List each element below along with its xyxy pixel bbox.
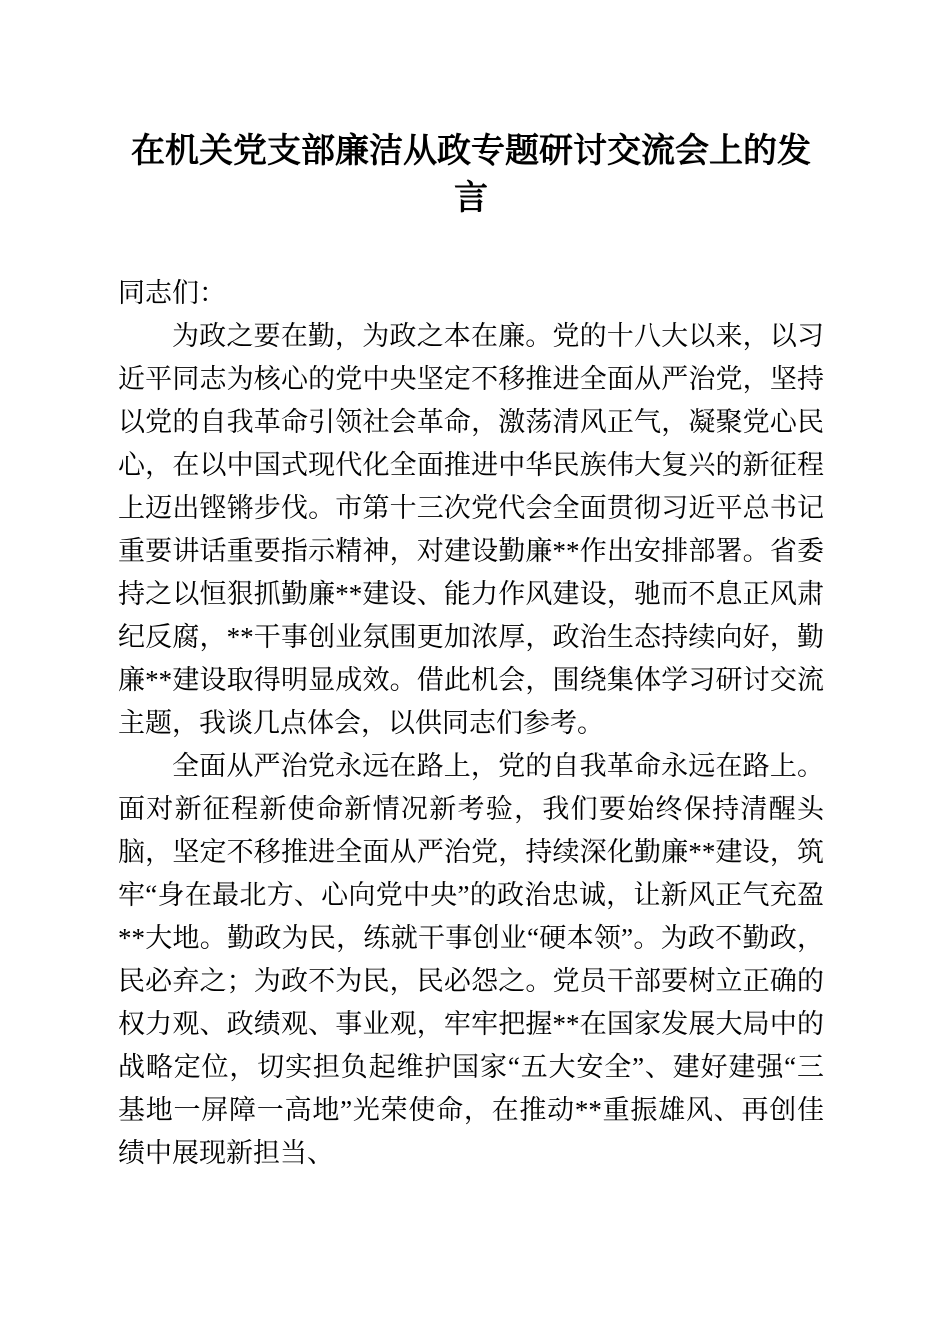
paragraph-1: 为政之要在勤，为政之本在廉。党的十八大以来，以习近平同志为核心的党中央坚定不移推进全面从严治党，坚持以党的自我革命引领社会革命，激荡清风正气，凝聚党心民心，在以中国式现代化全面推进中华民族伟大复兴的新征程上迈出铿锵步伐。市第十三次党代会全面贯彻习近平总书记重要讲话重要指示精神，对建设勤廉**作出安排部署。省委持之以恒狠抓勤廉**建设、能力作风建设，驰而不息正风肃纪反腐，**干事创业氛围更加浓厚，政治生态持续向好，勤廉**建设取得明显成效。借此机会，围绕集体学习研讨交流主题，我谈几点体会，以供同志们参考。 (118, 321, 824, 738)
salutation-line: 同志们： (118, 278, 226, 308)
paragraph-2: 全面从严治党永远在路上，党的自我革命永远在路上。面对新征程新使命新情况新考验，我们要始终保持清醒头脑，坚定不移推进全面从严治党，持续深化勤廉**建设，筑牢“身在最北方、心向党中央”的政治忠诚，让新风正气充盈**大地。勤政为民，练就干事创业“硬本领”。为政不勤政，民必弃之；为政不为民，民必怨之。党员干部要树立正确的权力观、政绩观、事业观，牢牢把握**在国家发展大局中的战略定位，切实担负起维护国家“五大安全”、建好建强“三基地一屏障一高地”光荣使命，在推动**重振雄风、再创佳绩中展现新担当、 (118, 751, 824, 1168)
document-content (118, 128, 824, 1175)
document-title: 在机关党支部廉洁从政专题研讨交流会上的发言 (131, 133, 811, 217)
